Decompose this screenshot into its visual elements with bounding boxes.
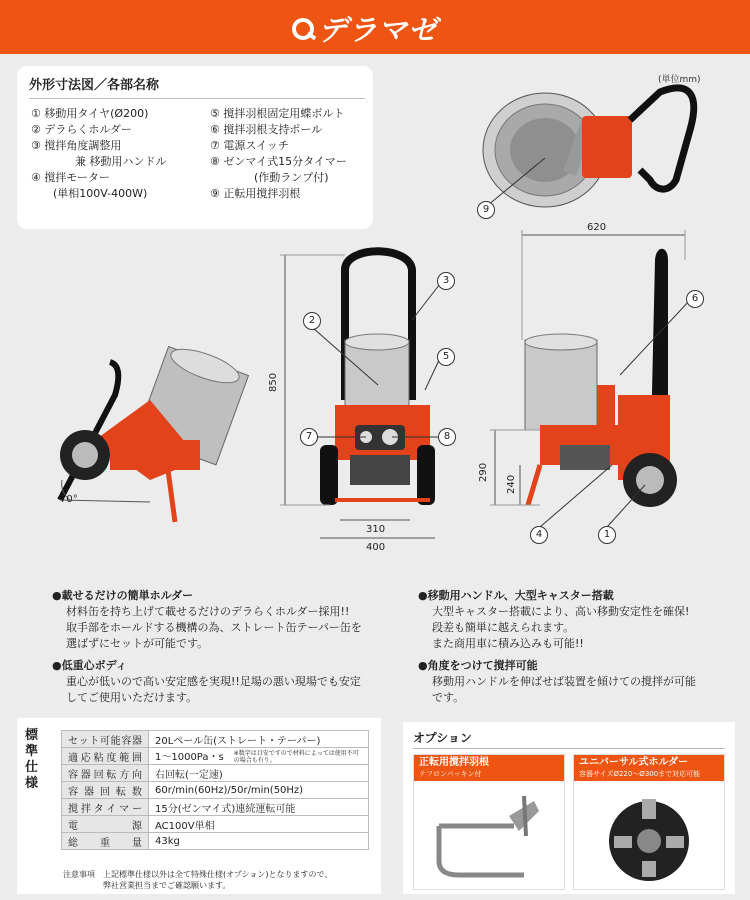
feature-caster [418, 588, 689, 652]
spec-key: 撹拌タイマー [62, 799, 149, 816]
callout-4: 4 [530, 526, 548, 544]
feature-text: 取手部をホールドする機構の為、ストレート缶テーパー缶を [66, 621, 362, 634]
spec-value-text: 1～1000Pa・s [155, 752, 224, 763]
spec-value: 20Lペール缶(ストレート・テーパー) [149, 731, 369, 748]
option-header [574, 755, 724, 781]
part-item: (作動ランプ付) [210, 171, 329, 184]
angle-label: 70° [60, 494, 78, 505]
front-view-illustration [280, 251, 435, 538]
feature-text: 大型キャスター搭載により、高い移動安定性を確保! [432, 605, 690, 618]
spec-value: AC100V単相 [149, 816, 369, 833]
top-view-illustration [482, 88, 694, 210]
part-item: ⑦ 電源スイッチ [210, 139, 289, 152]
feature-text: です。 [432, 691, 465, 704]
part-item: (単相100V-400W) [31, 187, 148, 200]
spec-value [149, 748, 369, 765]
feature-heading: ●低重心ボディ [52, 659, 127, 672]
spec-key: 適応粘度範囲 [62, 748, 149, 765]
options-title: オプション [413, 731, 472, 745]
side-view-illustration [490, 230, 690, 527]
option-name: ユニバーサル式ホルダー [579, 757, 689, 768]
callout-1: 1 [598, 526, 616, 544]
spec-value: 右回転(一定速) [149, 765, 369, 782]
callout-8: 8 [438, 428, 456, 446]
part-item: ② デラらくホルダー [31, 123, 132, 136]
spec-key: 電源 [62, 816, 149, 833]
table-row [62, 782, 369, 799]
part-item: ⑧ ゼンマイ式15分タイマー [210, 155, 347, 168]
part-item: ⑨ 正転用撹拌羽根 [210, 187, 301, 200]
table-row [62, 748, 369, 765]
spec-key: 容器回転数 [62, 782, 149, 799]
feature-heading: ●移動用ハンドル、大型キャスター搭載 [418, 589, 614, 602]
feature-angle [418, 658, 696, 706]
callout-2: 2 [303, 312, 321, 330]
feature-text: 重心が低いので高い安定感を実現!!足場の悪い現場でも安定 [66, 675, 361, 688]
spec-value: 15分(ゼンマイ式)連続運転可能 [149, 799, 369, 816]
feature-text: 移動用ハンドルを伸ばせば装置を傾けての撹拌が可能 [432, 675, 696, 688]
dimension-240: 240 [506, 474, 517, 494]
part-item: 兼 移動用ハンドル [31, 155, 167, 168]
option-subtitle: テフロンパッキン付 [419, 770, 482, 778]
part-item: ④ 撹拌モーター [31, 171, 110, 184]
spec-footnote: ※数字は目安ですので材料によっては使用不可の場合も有り。 [233, 750, 359, 764]
note-line: 弊社営業担当までご確認願います。 [63, 881, 231, 890]
callout-9: 9 [477, 201, 495, 219]
feature-holder [52, 588, 362, 652]
divider [413, 748, 725, 749]
callout-7: 7 [300, 428, 318, 446]
dimension-depth: 620 [587, 222, 607, 233]
feature-low-center [52, 658, 361, 706]
spec-note [63, 869, 332, 891]
feature-text: また商用車に積み込みも可能!! [432, 637, 584, 650]
feature-text: 材料缶を持ち上げて載せるだけのデラらくホルダー採用!! [66, 605, 350, 618]
option-name: 正転用撹拌羽根 [419, 757, 489, 768]
part-item: ⑤ 撹拌羽根固定用蝶ボルト [210, 107, 345, 120]
feature-heading: ●角度をつけて撹拌可能 [418, 659, 538, 672]
part-item: ⑥ 撹拌羽根支持ポール [210, 123, 323, 136]
feature-text: してご使用いただけます。 [66, 691, 198, 704]
spec-label: 標準仕様 [25, 728, 39, 791]
callout-3: 3 [437, 272, 455, 290]
callout-6: 6 [686, 290, 704, 308]
blade-image [414, 781, 564, 887]
option-subtitle: 容器サイズØ220～Ø300まで対応可能 [579, 770, 701, 778]
dimension-width-outer: 400 [366, 542, 386, 553]
part-item: ① 移動用タイヤ(Ø200) [31, 107, 149, 120]
table-row [62, 765, 369, 782]
feature-text: 段差も簡単に越えられます。 [432, 621, 575, 634]
spec-section [17, 718, 381, 894]
spec-key: 容器回転方向 [62, 765, 149, 782]
spec-table [61, 730, 369, 850]
option-card-blade [413, 754, 565, 890]
dimension-height: 850 [268, 372, 279, 392]
tilted-view-illustration [60, 342, 248, 522]
spec-key: 総重量 [62, 833, 149, 850]
spec-key: セット可能容器 [62, 731, 149, 748]
part-item: ③ 撹拌角度調整用 [31, 139, 122, 152]
option-header [414, 755, 564, 781]
brand-name: デラマゼ [318, 13, 439, 47]
holder-image [574, 781, 724, 887]
table-row [62, 799, 369, 816]
dimension-width-inner: 310 [366, 524, 386, 535]
table-row [62, 816, 369, 833]
spec-value: 43kg [149, 833, 369, 850]
callout-5: 5 [437, 348, 455, 366]
unit-label: (単位mm) [658, 75, 701, 85]
options-section [403, 722, 735, 894]
spec-value: 60r/min(60Hz)/50r/min(50Hz) [149, 782, 369, 799]
feature-text: 選ばずにセットが可能です。 [66, 637, 209, 650]
feature-heading: ●載せるだけの簡単ホルダー [52, 589, 194, 602]
note-line: 注意事項 上記標準仕様以外は全て特殊仕様(オプション)となりますので、 [63, 870, 333, 879]
dimension-290: 290 [478, 462, 489, 482]
panel-title: 外形寸法図／各部名称 [29, 78, 160, 93]
table-row [62, 833, 369, 850]
option-card-holder [573, 754, 725, 890]
table-row [62, 731, 369, 748]
